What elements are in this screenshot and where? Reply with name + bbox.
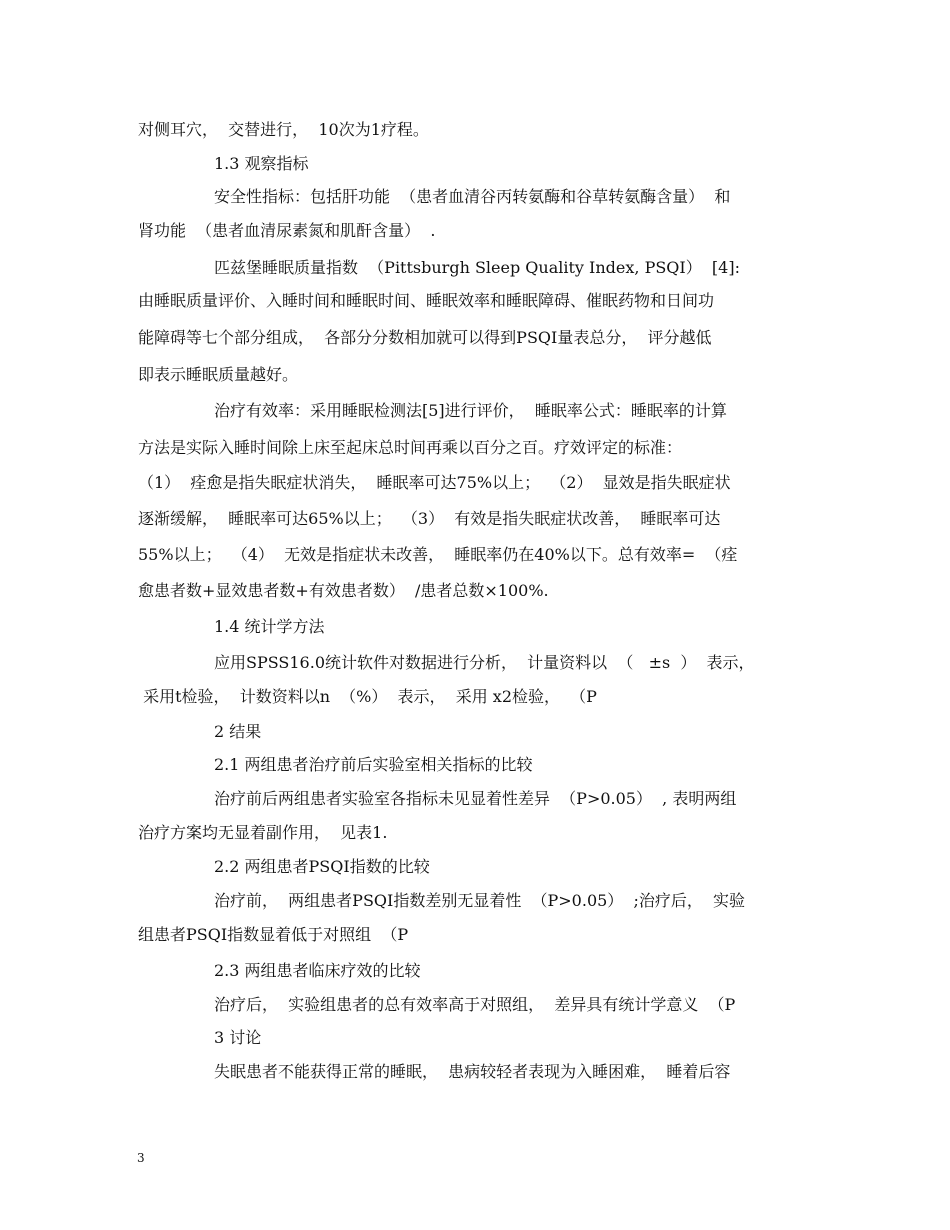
section-heading: 2.1 两组患者治疗前后实验室相关指标的比较 xyxy=(214,755,533,774)
text-line: 对侧耳穴， 交替进行， 10次为1疗程。 xyxy=(138,120,429,139)
text-line: 应用SPSS16.0统计软件对数据进行分析， 计量资料以 （ ±s ） 表示， xyxy=(214,653,755,672)
text-line: 组患者PSQI指数显着低于对照组 （P xyxy=(138,925,409,944)
text-line: 治疗后， 实验组患者的总有效率高于对照组， 差异具有统计学意义 （P xyxy=(214,995,736,1014)
text-line: 采用t检验， 计数资料以n （%） 表示， 采用 x2检验， （P xyxy=(138,687,597,706)
section-heading: 2.3 两组患者临床疗效的比较 xyxy=(214,961,421,980)
text-line: 能障碍等七个部分组成， 各部分分数相加就可以得到PSQI量表总分， 评分越低 xyxy=(138,328,712,347)
text-line: 方法是实际入睡时间除上床至起床总时间再乘以百分之百。疗效评定的标准： xyxy=(138,438,683,457)
text-line: 肾功能 （患者血清尿素氮和肌酐含量） . xyxy=(138,221,436,240)
section-heading: 2.2 两组患者PSQI指数的比较 xyxy=(214,857,430,876)
text-line: 治疗前后两组患者实验室各指标未见显着性差异 （P>0.05） , 表明两组 xyxy=(214,789,737,808)
text-line: 治疗前， 两组患者PSQI指数差别无显着性 （P>0.05） ;治疗后， 实验 xyxy=(214,891,746,910)
text-line: 匹兹堡睡眠质量指数 （Pittsburgh Sleep Quality Index, PSQI） [4]: xyxy=(214,258,740,277)
text-line: 治疗方案均无显着副作用， 见表1. xyxy=(138,823,388,842)
section-heading: 2 结果 xyxy=(214,722,262,741)
text-line: 失眠患者不能获得正常的睡眠， 患病较轻者表现为入睡困难， 睡着后容 xyxy=(214,1062,731,1081)
text-line: 即表示睡眠质量越好。 xyxy=(138,365,299,384)
text-line: 逐渐缓解， 睡眠率可达65%以上； （3） 有效是指失眠症状改善， 睡眠率可达 xyxy=(138,509,721,528)
text-line: 治疗有效率：采用睡眠检测法[5]进行评价， 睡眠率公式：睡眠率的计算 xyxy=(214,401,727,420)
text-line: 55%以上； （4） 无效是指症状未改善， 睡眠率仍在40%以下。总有效率= （痊 xyxy=(138,545,738,564)
text-line: 由睡眠质量评价、入睡时间和睡眠时间、睡眠效率和睡眠障碍、催眠药物和日间功 xyxy=(138,291,715,310)
text-line: 安全性指标：包括肝功能 （患者血清谷丙转氨酶和谷草转氨酶含量） 和 xyxy=(214,187,731,206)
page-number: 3 xyxy=(137,1151,145,1165)
section-heading: 3 讨论 xyxy=(214,1028,262,1047)
section-heading: 1.3 观察指标 xyxy=(214,154,309,173)
text-line: （1） 痊愈是指失眠症状消失， 睡眠率可达75%以上； （2） 显效是指失眠症状 xyxy=(138,473,731,492)
text-line: 愈患者数+显效患者数+有效患者数） /患者总数×100%. xyxy=(138,581,549,600)
section-heading: 1.4 统计学方法 xyxy=(214,617,325,636)
